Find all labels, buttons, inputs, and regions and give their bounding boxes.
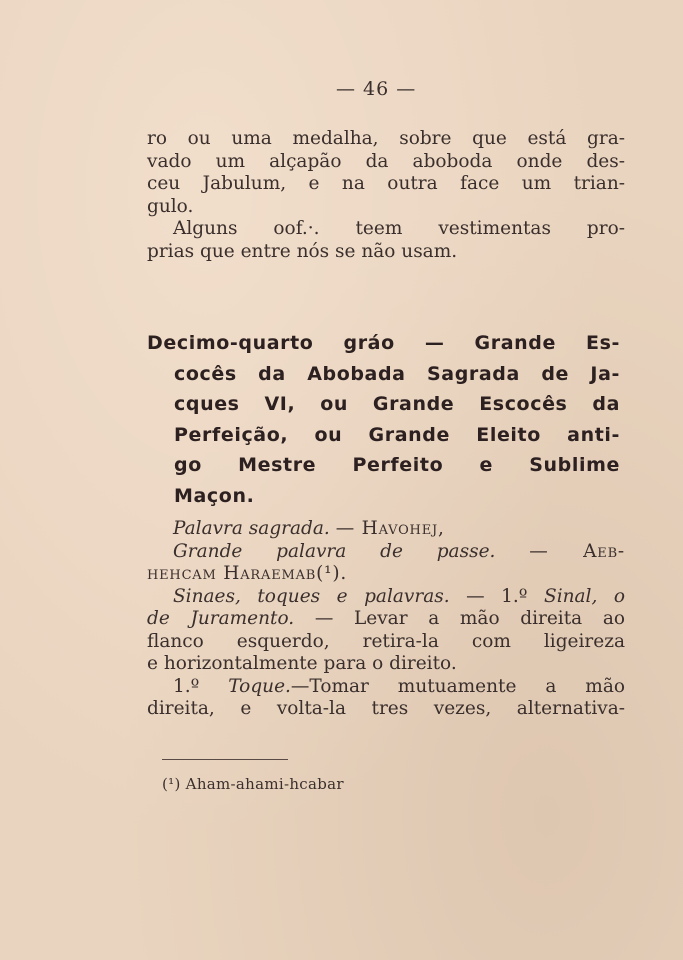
palavra-sagrada-value: — Havohej, [335, 518, 445, 539]
heading-line: go Mestre Perfeito e Sublime [174, 454, 620, 476]
toque-text: —Tomar mutuamente a mão [290, 675, 625, 697]
sinaes-line [147, 586, 625, 609]
body-line: gulo. [147, 195, 194, 217]
palavra-sagrada-line [147, 518, 625, 541]
heading-line: Decimo-quarto gráo — Grande Es- [147, 332, 620, 354]
body-line: Alguns oof.·. teem vestimentas pro- [173, 218, 625, 239]
sinaes-label: Sinaes, toques e palavras. [173, 585, 450, 607]
toque-number: 1.º [173, 675, 200, 697]
juramento-line [147, 608, 625, 631]
heading-line: cques VI, ou Grande Escocês da [174, 393, 620, 415]
body-line: ceu Jabulum, e na outra face um trian- [147, 173, 625, 194]
palavra-sagrada-label: Palavra sagrada. [173, 518, 330, 539]
sinal-text-line: flanco esquerdo, retira-la com ligeireza [147, 630, 625, 652]
juramento-label: de Juramento. [147, 608, 295, 629]
sinal-label: Sinal, o [544, 585, 625, 607]
grande-palavra-cont-line [147, 563, 625, 586]
page-number: — 46 — [336, 78, 417, 100]
rite-section [147, 518, 625, 721]
heading-line: Perfeição, ou Grande Eleito anti- [174, 423, 620, 446]
body-line: prias que entre nós se não usam. [147, 240, 458, 262]
sinal-text: — Levar a mão direita ao [314, 608, 625, 629]
sinal-number: — 1.º [466, 585, 528, 607]
toque-line [147, 676, 625, 699]
body-line: ro ou uma medalha, sobre que está gra- [147, 128, 625, 149]
body-line: vado um alçapão da aboboda onde des- [147, 150, 625, 172]
grande-palavra-value: — Aeb- [529, 540, 625, 562]
footnote-divider [162, 759, 288, 760]
sinal-text-line: e horizontalmente para o direito. [147, 653, 457, 674]
toque-label: Toque. [228, 675, 291, 697]
grande-palavra-value-cont: hehcam Haraemab(¹). [147, 563, 348, 584]
grande-palavra-line [147, 541, 625, 564]
heading-line: Maçon. [174, 484, 255, 507]
heading-line: cocês da Abobada Sagrada de Ja- [174, 362, 620, 385]
toque-text-line: direita, e volta-la tres vezes, alternativa- [147, 698, 625, 719]
body-paragraphs [147, 128, 625, 263]
footnote: (¹) Aham-ahami-hcabar [162, 775, 344, 793]
degree-heading [147, 328, 620, 511]
grande-palavra-label: Grande palavra de passe. [173, 540, 496, 562]
